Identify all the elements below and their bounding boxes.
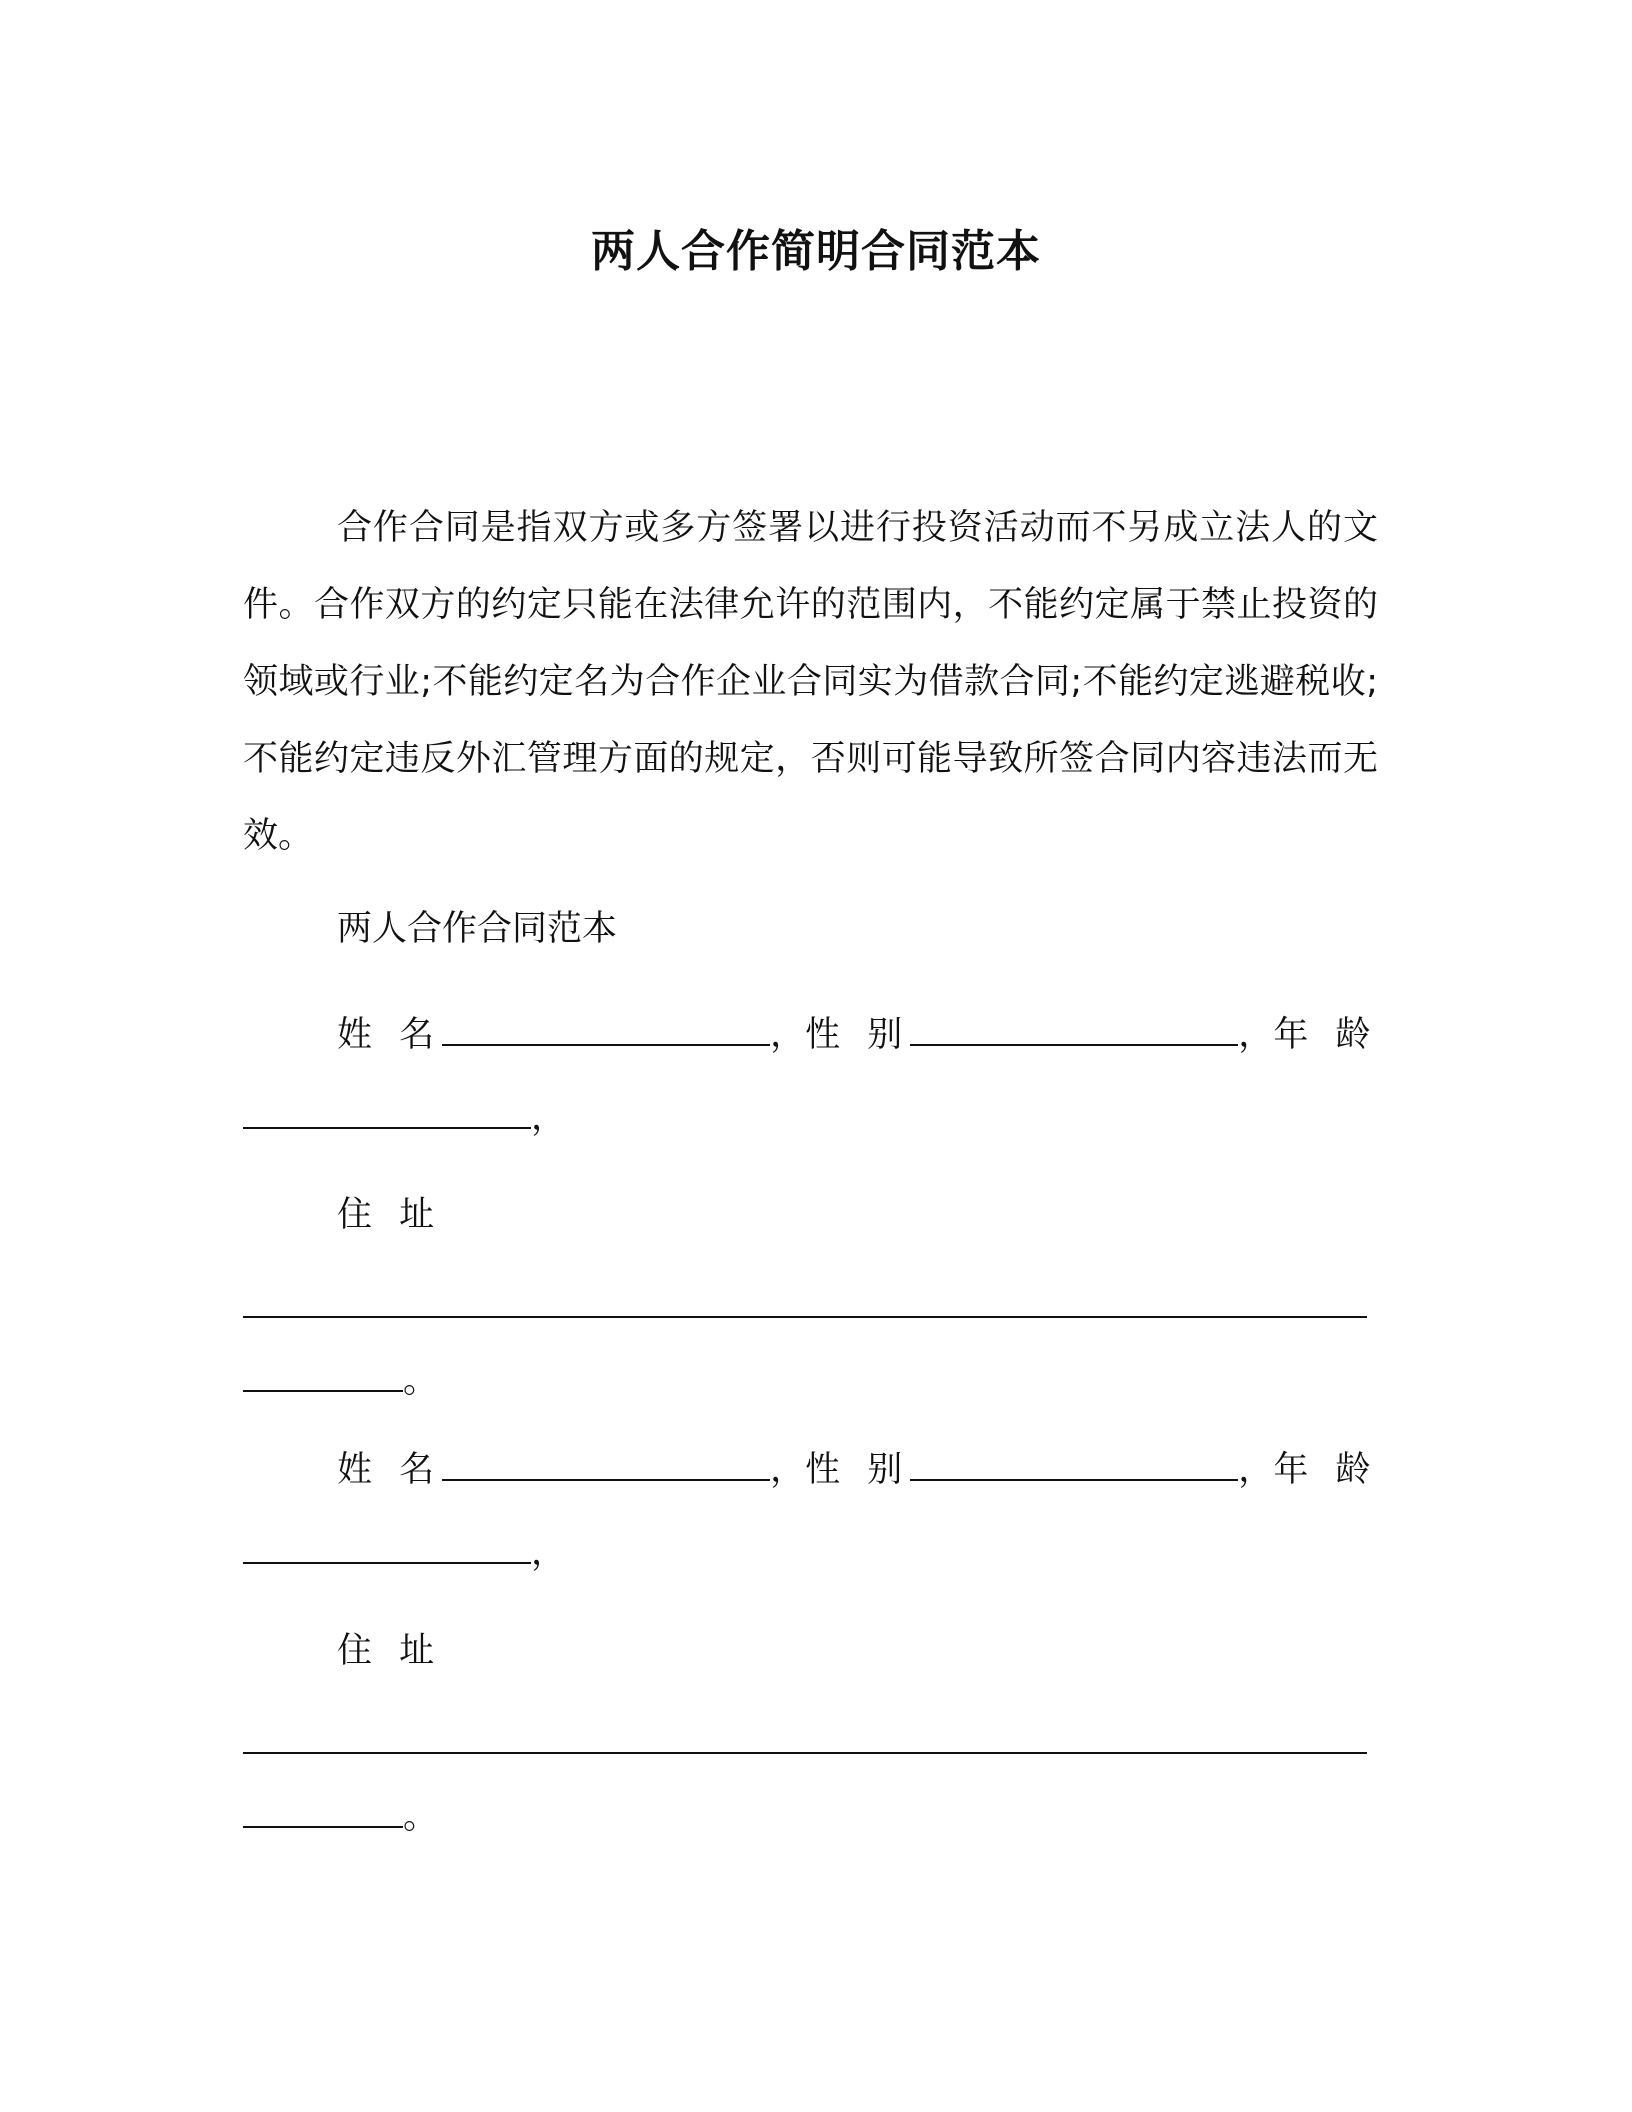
- party1-address-blank[interactable]: [243, 1286, 1367, 1318]
- party2-sex-label: 性 别: [805, 1450, 911, 1490]
- party1-comma-3: ，: [531, 1098, 567, 1138]
- party2-age-line: [243, 1528, 566, 1578]
- party1-sex-label: 性 别: [805, 1015, 911, 1055]
- party1-comma: ，: [770, 1015, 806, 1055]
- party2-period: 。: [403, 1797, 439, 1837]
- party2-name-blank[interactable]: [442, 1449, 770, 1481]
- party2-sex-blank[interactable]: [910, 1449, 1238, 1481]
- party2-address-blank[interactable]: [243, 1722, 1367, 1754]
- party2-age-label: 年 龄: [1273, 1450, 1379, 1490]
- party1-period: 。: [403, 1361, 439, 1401]
- party2-name-label: 姓 名: [337, 1450, 443, 1490]
- party1-comma-2: ，: [1238, 1015, 1274, 1055]
- party2-address-line-2: [243, 1792, 438, 1842]
- party1-info-line: [337, 1010, 1378, 1060]
- party1-address-line: [243, 1282, 1367, 1332]
- section-heading: 两人合作合同范本: [337, 909, 618, 949]
- party1-address-blank-2[interactable]: [243, 1360, 403, 1392]
- party2-address-label-line: [337, 1626, 442, 1676]
- party2-comma-3: ，: [531, 1533, 567, 1573]
- party1-name-label: 姓 名: [337, 1015, 443, 1055]
- party1-address-label-line: [337, 1190, 442, 1240]
- party1-age-blank[interactable]: [243, 1097, 531, 1129]
- party2-comma-2: ，: [1238, 1450, 1274, 1490]
- party2-address-label: 住 址: [337, 1631, 443, 1671]
- intro-paragraph: 合作合同是指双方或多方签署以进行投资活动而不另成立法人的文件。合作双方的约定只能在法律允许的范围内，不能约定属于禁止投资的领域或行业;不能约定名为合作企业合同实为借款合同;不能约定逃避税收;不能约定违反外汇管理方面的规定，否则可能导致所签合同内容违法而无效。: [243, 508, 1378, 856]
- party2-age-blank[interactable]: [243, 1532, 531, 1564]
- party2-address-blank-2[interactable]: [243, 1796, 403, 1828]
- party1-name-blank[interactable]: [442, 1014, 770, 1046]
- document-title: 两人合作简明合同范本: [591, 226, 1041, 277]
- party2-info-line: [337, 1445, 1378, 1495]
- party1-address-label: 住 址: [337, 1195, 443, 1235]
- party1-age-line: [243, 1093, 566, 1143]
- party2-address-line: [243, 1718, 1367, 1768]
- party1-address-line-2: [243, 1356, 438, 1406]
- party2-comma: ，: [770, 1450, 806, 1490]
- party1-sex-blank[interactable]: [910, 1014, 1238, 1046]
- party1-age-label: 年 龄: [1273, 1015, 1379, 1055]
